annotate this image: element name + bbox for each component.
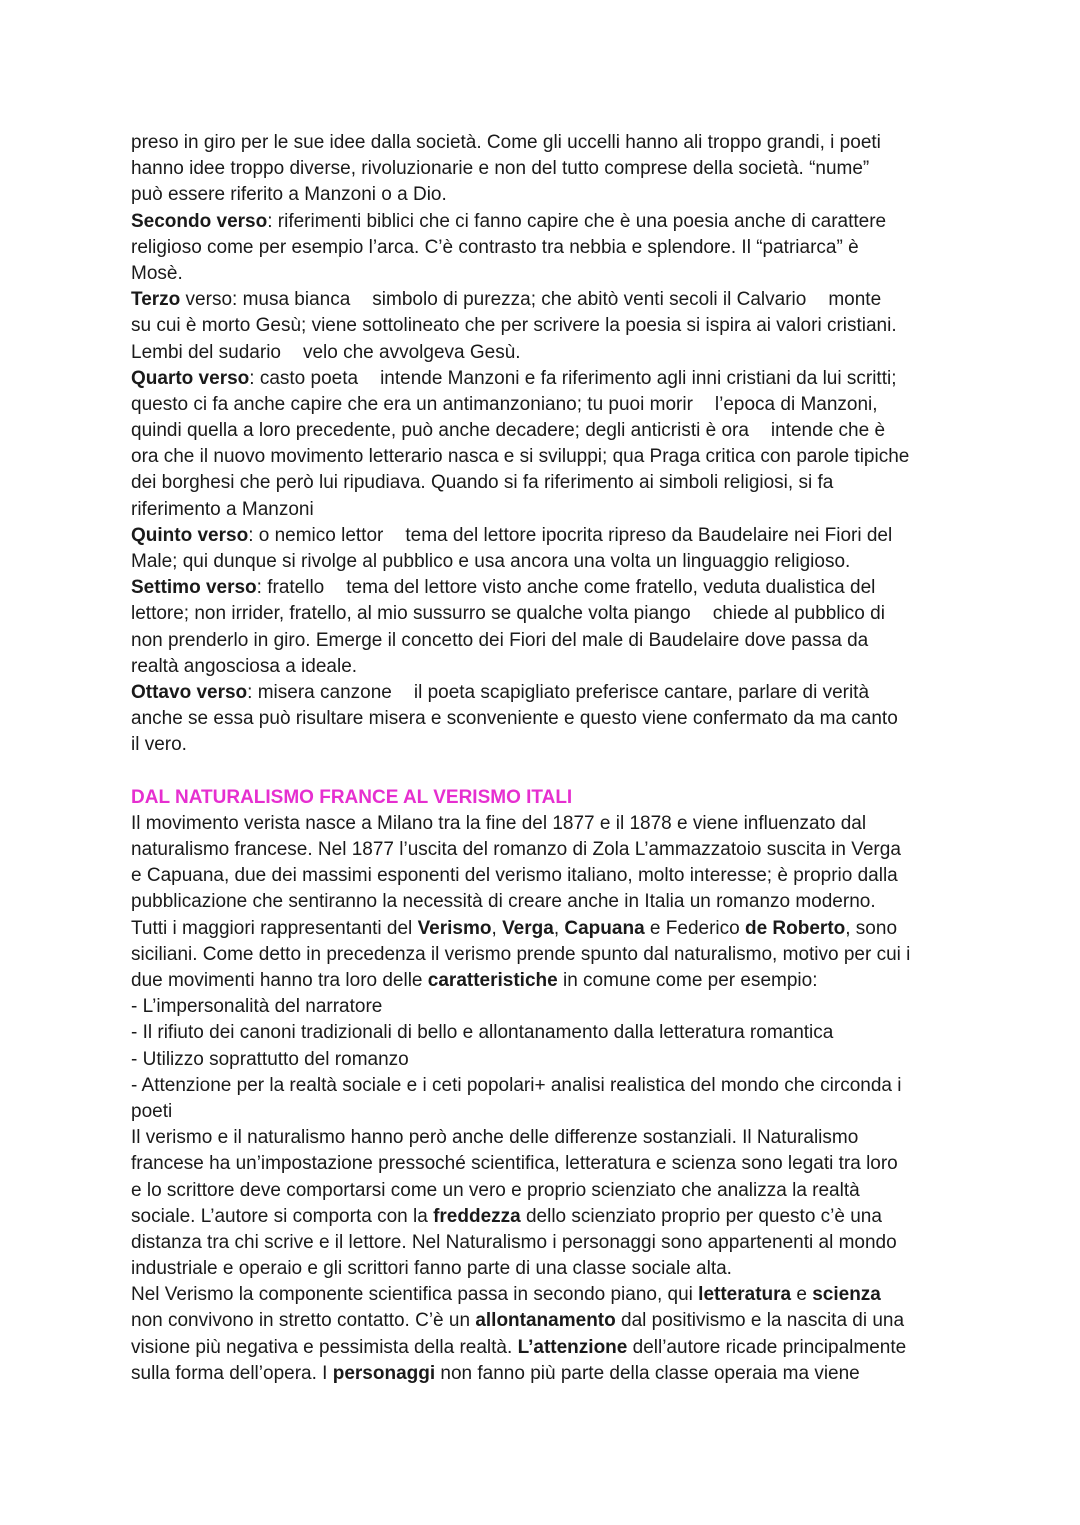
text-span: non convivono in stretto contatto. C’è un [131,1310,476,1332]
text-span: visione più negativa e pessimista della realtà. [131,1336,518,1358]
verse-settimo [131,575,961,680]
paragraph-differences [131,1125,961,1282]
verse-terzo [131,287,961,366]
verse-quarto [131,366,961,523]
text-span: : casto poeta [249,367,359,389]
text-line: siciliani. Come detto in precedenza il verismo prende spunto dal naturalismo, motivo per cui i [131,943,911,965]
section-heading: DAL NATURALISMO FRANCE AL VERISMO ITALI [131,786,573,808]
bold-term: L’attenzione [517,1336,628,1358]
bold-term: caratteristiche [427,970,558,991]
text-span: chiede al pubblico di [712,603,885,625]
text-span: : misera canzone [247,681,392,703]
text-span: simbolo di purezza; che abitò venti secoli il Calvario [372,289,807,311]
text-line: riferimento a Manzoni [131,498,314,520]
verse-secondo [131,209,961,288]
text-line: preso in giro per le sue idee dalla società. Come gli uccelli hanno ali troppo grandi, i poeti [131,132,881,153]
list-item: - Il rifiuto dei canoni tradizionali di bello e allontanamento dalla letteratura romantica [131,1022,834,1044]
text-line: Mosè. [131,262,183,284]
verse-label: Ottavo verso [131,681,248,703]
text-line: distanza tra chi scrive e il lettore. Nel Naturalismo i personaggi sono appartenenti al mondo [131,1231,897,1253]
text-span: e Federico [644,917,745,939]
text-line: francese ha un’impostazione pressoché scientifica, letteratura e scienza sono legati tra loro [131,1153,898,1175]
bold-term: Verismo [417,917,492,939]
text-span: sociale. L’autore si comporta con la [131,1205,434,1227]
text-span: lettore; non irrider, fratello, al mio sussurro se qualche volta piango [131,603,691,625]
bold-term: freddezza [433,1205,521,1227]
text-line: : riferimenti biblici che ci fanno capire che è una poesia anche di carattere [267,210,887,232]
document-page [131,130,961,1387]
list-item: - Attenzione per la realtà sociale e i ceti popolari+ analisi realistica del mondo che circonda i [131,1074,902,1096]
verse-ottavo [131,680,961,759]
text-line: hanno idee troppo diverse, rivoluzionarie e non del tutto comprese della società. “nume” [131,158,870,180]
text-span: non fanno più parte della classe operaia ma viene [435,1362,860,1384]
text-line: anche se essa può risultare misera e sconveniente e questo viene confermato da ma canto [131,708,898,730]
verse-label: Settimo verso [131,577,257,599]
verse-label: Quinto verso [131,524,249,546]
text-line: non prenderlo in giro. Emerge il concetto dei Fiori del male di Baudelaire dove passa da [131,629,869,651]
bold-term: scienza [812,1284,881,1306]
paragraph-intro-verismo [131,811,961,916]
text-span: velo che avvolgeva Gesù. [302,341,521,363]
bold-term: letteratura [698,1284,792,1306]
text-span: Lembi del sudario [131,341,281,363]
text-span: il poeta scapigliato preferisce cantare, parlare di verità [413,681,870,703]
bold-term: de Roberto [744,917,846,939]
text-line: il vero. [131,734,187,756]
text-span: due movimenti hanno tra loro delle [131,970,428,991]
bold-term: personaggi [332,1362,436,1384]
verse-label: Quarto verso [131,367,250,389]
bold-term: Capuana [564,917,645,939]
bold-term: Verga [502,917,554,939]
text-span: , sono [845,917,898,939]
text-line: ora che il nuovo movimento letterario nasca e si sviluppi; qua Praga critica con parole tipiche [131,446,910,468]
bold-term: allontanamento [475,1310,616,1332]
text-span: intende Manzoni e fa riferimento agli inni cristiani da lui scritti; [380,367,897,389]
text-line: realtà angosciosa a ideale. [131,655,358,677]
text-line: e Capuana, due dei massimi esponenti del verismo italiano, molto interesse; è proprio dalla [131,865,898,887]
text-span: Nel Verismo la componente scientifica passa in secondo piano, qui [131,1284,699,1306]
text-span: dal positivismo e la nascita di una [615,1310,905,1332]
verse-quinto [131,523,961,575]
text-line: su cui è morto Gesù; viene sottolineato che per scrivere la poesia si ispira ai valori cristiani. [131,315,897,337]
characteristics-list [131,994,961,1125]
text-span: intende che è [770,420,886,442]
text-line: religioso come per esempio l’arca. C’è contrasto tra nebbia e splendore. Il “patriarca” è [131,236,859,258]
list-item: - Utilizzo soprattutto del romanzo [131,1048,409,1070]
text-line: Male; qui dunque si rivolge al pubblico e usa ancora una volta un linguaggio religioso. [131,551,851,572]
verse-label: Secondo verso [131,210,268,232]
text-span: : o nemico lettor [248,524,384,546]
text-span: verso: musa bianca [180,289,351,311]
text-span: dello scienziato proprio per questo c’è una [520,1205,882,1227]
verse-label: Terzo [131,289,181,311]
list-item-continuation: poeti [131,1100,173,1122]
text-span: monte [828,289,882,311]
text-line: dei borghesi che però lui ripudiava. Quando si fa riferimento ai simboli religiosi, si fa [131,472,834,494]
text-line: pubblicazione che sentiranno la necessità di creare anche in Italia un romanzo moderno. [131,891,876,913]
text-span: quindi quella a loro precedente, può anche decadere; degli anticristi è ora [131,420,749,442]
text-line: naturalismo francese. Nel 1877 l’uscita del romanzo di Zola L’ammazzatoio suscita in Verga [131,839,901,861]
text-span: questo ci fa anche capire che era un antimanzoniano; tu puoi morir [131,393,693,415]
text-span: sulla forma dell’opera. I [131,1362,333,1384]
text-span: Tutti i maggiori rappresentanti del [131,917,418,939]
paragraph-representatives [131,916,961,995]
intro-paragraph [131,130,961,209]
text-span: : fratello [256,577,325,599]
text-line: e lo scrittore deve comportarsi come un vero e proprio scienziato che analizza la realtà [131,1179,860,1201]
text-span: dell’autore ricade principalmente [627,1336,907,1358]
text-line: Il movimento verista nasce a Milano tra la fine del 1877 e il 1878 e viene influenzato dal [131,812,867,834]
text-line: industriale e operaio e gli scrittori fanno parte di una classe sociale alta. [131,1258,732,1280]
paragraph-verismo [131,1282,961,1387]
text-span: tema del lettore visto anche come fratello, veduta dualistica del [346,577,876,599]
text-span: l’epoca di Manzoni, [714,393,878,415]
text-span: , [491,917,503,939]
text-line: può essere riferito a Manzoni o a Dio. [131,184,447,206]
list-item: - L’impersonalità del narratore [131,996,383,1018]
text-span: tema del lettore ipocrita ripreso da Baudelaire nei Fiori del [405,524,893,546]
text-line: Il verismo e il naturalismo hanno però anche delle differenze sostanziali. Il Naturalismo [131,1127,859,1149]
text-span: e [791,1284,813,1306]
text-span: , [553,917,565,939]
text-span: in comune come per esempio: [557,970,818,991]
